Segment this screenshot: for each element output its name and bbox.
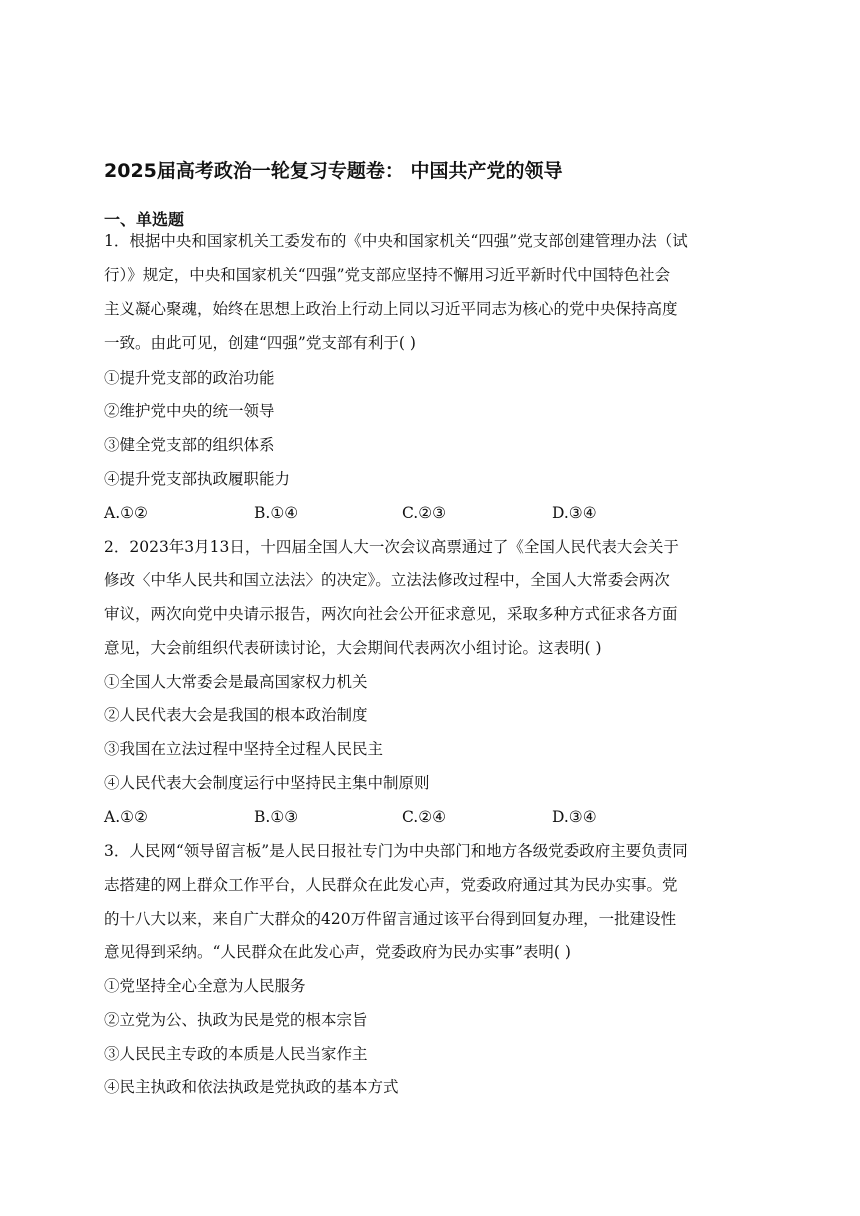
q1-option-3: ③健全党支部的组织体系 bbox=[104, 436, 275, 454]
q1-option-2: ②维护党中央的统一领导 bbox=[104, 402, 275, 420]
q2-choice-a: A.①② bbox=[104, 808, 148, 826]
q3-stem-line: 的十八大以来，来自广大群众的420万件留言通过该平台得到回复办理，一批建设性 bbox=[104, 910, 677, 928]
q2-choice-c: C.②④ bbox=[402, 808, 447, 826]
q2-stem-line: 意见，大会前组织代表研读讨论，大会期间代表两次小组讨论。这表明( ) bbox=[104, 639, 602, 657]
document-title: 2025届高考政治一轮复习专题卷： 中国共产党的领导 bbox=[104, 160, 563, 182]
q3-option-4: ④民主执政和依法执政是党执政的基本方式 bbox=[104, 1078, 399, 1096]
q3-stem-line: 3．人民网“领导留言板”是人民日报社专门为中央部门和地方各级党委政府主要负责同 bbox=[104, 842, 688, 860]
q1-stem-line: 行）》规定，中央和国家机关“四强”党支部应坚持不懈用习近平新时代中国特色社会 bbox=[104, 266, 671, 284]
q1-choice-c: C.②③ bbox=[402, 504, 447, 522]
q3-option-1: ①党坚持全心全意为人民服务 bbox=[104, 977, 306, 995]
q1-stem-line: 主义凝心聚魂，始终在思想上政治上行动上同以习近平同志为核心的党中央保持高度 bbox=[104, 300, 678, 318]
q2-choice-b: B.①③ bbox=[254, 808, 299, 826]
q1-choice-b: B.①④ bbox=[254, 504, 299, 522]
q2-option-1: ①全国人大常委会是最高国家权力机关 bbox=[104, 673, 368, 691]
q2-stem-line: 修改〈中华人民共和国立法法〉的决定》。立法法修改过程中，全国人大常委会两次 bbox=[104, 571, 670, 589]
q2-stem-line: 审议，两次向党中央请示报告，两次向社会公开征求意见，采取多种方式征求各方面 bbox=[104, 605, 678, 623]
section-heading: 一、单选题 bbox=[104, 210, 185, 229]
q2-stem-line: 2．2023年3月13日，十四届全国人大一次会议高票通过了《全国人民代表大会关于 bbox=[104, 538, 679, 556]
q1-stem-line: 1．根据中央和国家机关工委发布的《中央和国家机关“四强”党支部创建管理办法（试 bbox=[104, 232, 688, 250]
q2-option-4: ④人民代表大会制度运行中坚持民主集中制原则 bbox=[104, 774, 430, 792]
q3-stem-line: 志搭建的网上群众工作平台，人民群众在此发心声，党委政府通过其为民办实事。党 bbox=[104, 876, 678, 894]
q3-option-2: ②立党为公、执政为民是党的根本宗旨 bbox=[104, 1011, 368, 1029]
q2-option-2: ②人民代表大会是我国的根本政治制度 bbox=[104, 706, 368, 724]
q1-option-4: ④提升党支部执政履职能力 bbox=[104, 470, 291, 488]
q2-option-3: ③我国在立法过程中坚持全过程人民民主 bbox=[104, 740, 384, 758]
q1-stem-line: 一致。由此可见，创建“四强”党支部有利于( ) bbox=[104, 334, 416, 352]
q3-option-3: ③人民民主专政的本质是人民当家作主 bbox=[104, 1045, 368, 1063]
q1-choice-d: D.③④ bbox=[552, 504, 597, 522]
q1-option-1: ①提升党支部的政治功能 bbox=[104, 369, 275, 387]
q2-choice-d: D.③④ bbox=[552, 808, 597, 826]
q1-choice-a: A.①② bbox=[104, 504, 148, 522]
q3-stem-line: 意见得到采纳。“人民群众在此发心声，党委政府为民办实事”表明( ) bbox=[104, 943, 571, 961]
